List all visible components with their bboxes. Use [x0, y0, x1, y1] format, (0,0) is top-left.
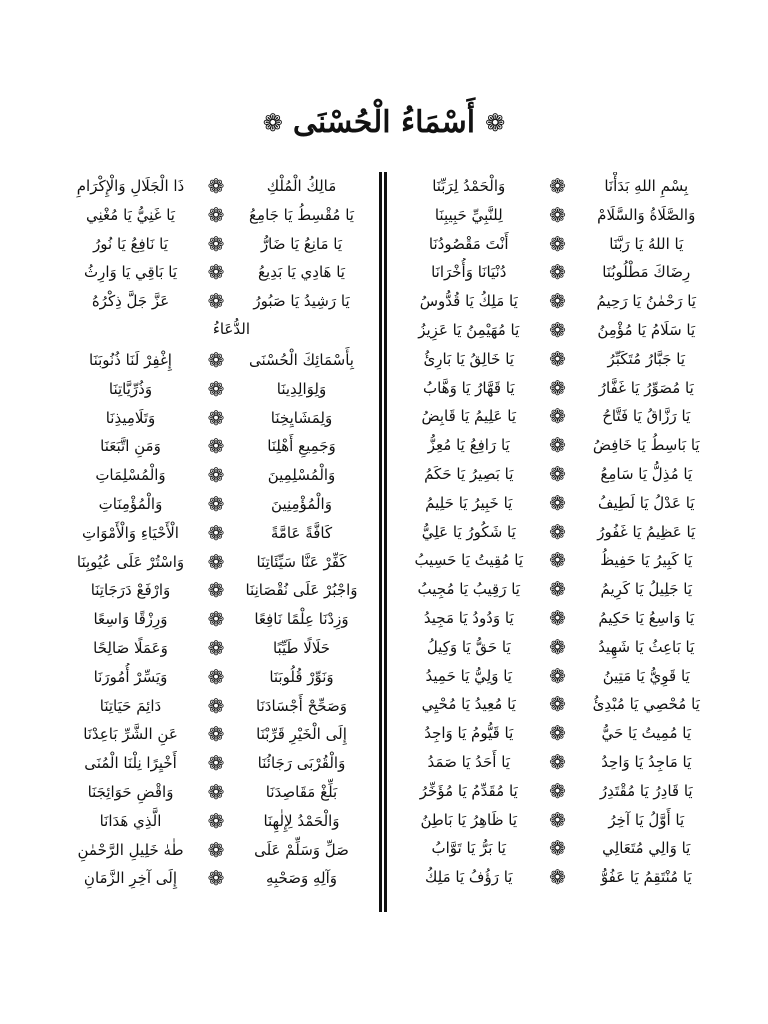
- verse-second-half: يَا مُعِيدُ يَا مُحْيِي: [421, 695, 516, 714]
- verse-first-half: وَلِمَشَايِخِنَا: [270, 408, 333, 427]
- verse-row: [60, 375, 372, 403]
- title-bar: [0, 105, 768, 140]
- verse-first-half: يَا مُصَوِّرُ يَا غَفَّارُ: [598, 378, 694, 397]
- verse-row: [60, 836, 372, 864]
- flower-ornament-icon: ❁: [262, 109, 283, 137]
- flower-separator-icon: ❁: [207, 492, 225, 516]
- verse-second-half: دَائِمَ حَيَاتِنَا: [99, 696, 162, 715]
- verse-second-half: يَا غَنِيُّ يَا مُغْنِي: [86, 205, 175, 224]
- verse-first-half: يَا قَوِيُّ يَا مَتِينُ: [602, 666, 690, 685]
- flower-separator-icon: ❁: [207, 751, 225, 776]
- verse-first-half: كَفِّرْ عَنَّا سَيِّئَاتِنَا: [256, 552, 347, 571]
- verse-second-half: دُنْيَانَا وَأُخْرَانَا: [431, 263, 507, 282]
- flower-separator-icon: ❁: [549, 375, 566, 400]
- verse-row: [60, 287, 372, 315]
- verse-row: [395, 604, 720, 632]
- flower-separator-icon: ❁: [207, 174, 225, 198]
- flower-separator-icon: ❁: [549, 462, 566, 486]
- verse-second-half: يَا رَافِعُ يَا مُعِزُّ: [427, 436, 510, 455]
- verse-row: [60, 548, 372, 576]
- verse-second-half: ذَا الْجَلَالِ وَالْإِكْرَامِ: [76, 177, 185, 195]
- flower-separator-icon: ❁: [207, 463, 225, 488]
- flower-separator-icon: ❁: [549, 490, 566, 515]
- verse-second-half: طٰهٰ خَلِيلِ الرَّحْمٰنِ: [77, 840, 184, 859]
- flower-separator-icon: ❁: [207, 348, 225, 372]
- flower-separator-icon: ❁: [549, 721, 566, 746]
- verse-first-half: يَا بَاسِطُ يَا خَافِضُ: [592, 436, 700, 455]
- verse-second-half: وَارْفَعْ دَرَجَاتِنَا: [90, 581, 171, 600]
- verse-row: [395, 345, 720, 373]
- verse-first-half: يَا مَاجِدُ يَا وَاحِدُ: [601, 753, 692, 771]
- verse-first-half: يَا مُقْسِطُ يَا جَامِعُ: [249, 205, 354, 224]
- verse-first-half: يَا عَظِيمُ يَا غَفُورُ: [597, 522, 696, 541]
- flower-separator-icon: ❁: [549, 634, 566, 659]
- flower-separator-icon: ❁: [207, 549, 225, 574]
- verse-row: [395, 201, 720, 229]
- verse-second-half: وَعَمَلًا صَالِحًا: [93, 639, 168, 657]
- verse-first-half: يَا عَدْلُ يَا لَطِيفُ: [598, 493, 695, 512]
- left-column: [60, 170, 372, 920]
- verse-row: [395, 460, 720, 488]
- verse-row: [395, 374, 720, 402]
- verse-first-half: يَا كَبِيرُ يَا حَفِيظُ: [600, 551, 693, 570]
- verse-first-half: وَآلِهِ وَصَحْبِهِ: [265, 869, 338, 888]
- verse-second-half: يَا وَدُودُ يَا مَجِيدُ: [423, 609, 514, 627]
- flower-separator-icon: ❁: [207, 837, 225, 862]
- verse-row: [60, 634, 372, 662]
- verse-row: [395, 230, 720, 258]
- verse-second-half: يَا مُقَدِّمُ يَا مُؤَخِّرُ: [419, 781, 518, 800]
- flower-separator-icon: ❁: [549, 231, 566, 256]
- verse-second-half: يَا ظَاهِرُ يَا بَاطِنُ: [420, 810, 518, 829]
- verse-second-half: وَالْمُسْلِمَاتِ: [95, 466, 166, 485]
- flower-separator-icon: ❁: [207, 780, 225, 804]
- verse-first-half: وَزِدْنَا عِلْمًا نَافِعًا: [254, 610, 349, 629]
- verse-first-half: يَا جَلِيلُ يَا كَرِيمُ: [600, 580, 692, 599]
- verse-row: [60, 778, 372, 806]
- verse-row: [60, 605, 372, 633]
- verse-row: [395, 402, 720, 430]
- flower-separator-icon: ❁: [549, 174, 566, 198]
- verse-second-half: يَا مُهَيْمِنُ يَا عَزِيزُ: [418, 321, 520, 339]
- verse-row: [60, 720, 372, 748]
- verse-row: [395, 633, 720, 661]
- verse-second-half: يَا أَحَدُ يَا صَمَدُ: [427, 753, 510, 771]
- verse-second-half: الَّذِي هَدَانَا: [99, 811, 162, 830]
- verse-second-half: يَا عَلِيمُ يَا قَابِضُ: [421, 407, 516, 426]
- verse-first-half: وَجَمِيعِ أَهْلِنَا: [267, 437, 336, 456]
- verse-row: [395, 863, 720, 891]
- verse-row: [60, 230, 372, 258]
- verse-second-half: إِلَى آخِرِ الزَّمَانِ: [83, 869, 178, 888]
- verse-row: [395, 777, 720, 805]
- verse-second-half: يَا حَقُّ يَا وَكِيلُ: [426, 637, 511, 656]
- verse-row: [60, 201, 372, 229]
- verse-first-half: مَالِكُ الْمُلْكِ: [266, 177, 337, 195]
- verse-second-half: يَا مَلِكُ يَا قُدُّوسُ: [419, 292, 518, 311]
- verse-first-half: يَا هَادِي يَا بَدِيعُ: [258, 263, 345, 282]
- verse-second-half: أَخْيِرًا نِلْنَا الْمُنَى: [84, 754, 177, 773]
- verse-first-half: وَالْمُؤْمِنِينَ: [271, 495, 332, 513]
- verse-second-half: وَيَسِّرْ أُمُورَنَا: [93, 667, 168, 686]
- verse-second-half: يَا خَبِيرُ يَا حَلِيمُ: [425, 493, 513, 512]
- verse-first-half: يَا مُمِيتُ يَا حَيُّ: [601, 724, 692, 743]
- verse-second-half: وَذُرِّيَّاتِنَا: [108, 379, 153, 398]
- verse-second-half: وَرِزْقًا وَاسِعًا: [93, 610, 168, 629]
- verse-row: [60, 663, 372, 691]
- verse-first-half: بِأَسْمَائِكَ الْحُسْنَى: [249, 351, 354, 369]
- verse-first-half: يَا قَادِرُ يَا مُقْتَدِرُ: [599, 781, 693, 800]
- verse-row: [395, 316, 720, 344]
- verse-second-half: وَاسْتُرْ عَلَى عُيُوبِنَا: [76, 552, 185, 571]
- verse-second-half: يَا نَافِعُ يَا نُورُ: [93, 234, 168, 253]
- dua-heading: الدُّعَاءُ: [212, 320, 250, 338]
- flower-separator-icon: ❁: [549, 663, 566, 688]
- verse-row: [60, 490, 372, 518]
- verse-second-half: وَالْحَمْدُ لِرَبِّنَا: [432, 177, 506, 195]
- verse-second-half: يَا رَؤُفُ يَا مَلِكُ: [425, 868, 513, 887]
- verse-row: [60, 172, 372, 200]
- flower-separator-icon: ❁: [549, 433, 566, 458]
- verse-first-half: إِلَى الْخَيْرِ قَرِّبْنَا: [256, 725, 347, 744]
- verse-second-half: وَمَنِ اتَّبَعَنَا: [100, 437, 161, 456]
- verse-first-half: وَالْقُرْبَى رَجَائُنَا: [257, 754, 346, 773]
- verse-first-half: يَا مُذِلُّ يَا سَامِعُ: [600, 465, 693, 483]
- verse-first-half: يَا مَانِعُ يَا ضَارُّ: [260, 234, 343, 253]
- column-divider: [379, 172, 387, 912]
- verse-first-half: وَالْمُسْلِمِينَ: [267, 466, 336, 485]
- verse-second-half: يَا خَالِقُ يَا بَارِئُ: [423, 349, 514, 368]
- verse-second-half: يَا وَلِيُّ يَا حَمِيدُ: [425, 666, 512, 685]
- verse-second-half: أَنْتَ مَقْصُودُنَا: [428, 234, 509, 253]
- verse-second-half: يَا مُقِيتُ يَا حَسِيبُ: [414, 551, 524, 570]
- verse-first-half: وَلِوَالِدِينَا: [276, 379, 327, 398]
- flower-separator-icon: ❁: [207, 260, 225, 285]
- flower-separator-icon: ❁: [207, 578, 225, 603]
- verse-first-half: وَصَحِّحْ أَجْسَادَنَا: [256, 696, 347, 715]
- right-column: [395, 170, 720, 920]
- verse-row: [395, 575, 720, 603]
- flower-separator-icon: ❁: [207, 808, 225, 833]
- verse-second-half: يَا بَاقِي يَا وَارِثُ: [84, 263, 177, 282]
- verse-second-half: يَا قَيُّومُ يَا وَاجِدُ: [424, 724, 514, 743]
- flower-separator-icon: ❁: [207, 231, 225, 256]
- flower-separator-icon: ❁: [207, 405, 225, 430]
- verse-first-half: يَا رَشِيدُ يَا صَبُورُ: [253, 292, 350, 311]
- verse-second-half: الْأَحْيَاءِ وَالْأَمْوَاتِ: [82, 523, 179, 542]
- verse-row: [395, 431, 720, 459]
- verse-first-half: كَافَّةً عَامَّةً: [270, 523, 333, 542]
- verse-first-half: بِسْمِ اللهِ بَدَأْنَا: [604, 177, 689, 195]
- flower-separator-icon: ❁: [207, 636, 225, 660]
- verse-first-half: يَا مُنْتَقِمُ يَا عَفُوُّ: [600, 868, 692, 887]
- verse-row: [395, 172, 720, 200]
- verse-row: [60, 432, 372, 460]
- flower-separator-icon: ❁: [549, 692, 566, 717]
- verse-second-half: وَالْمُؤْمِنَاتِ: [98, 495, 163, 513]
- verse-row: [395, 748, 720, 776]
- verse-first-half: يَا وَالِي مُتَعَالِي: [602, 839, 691, 858]
- verse-first-half: يَا مُحْصِي يَا مُبْدِئُ: [592, 695, 700, 714]
- verse-first-half: رِضَاكَ مَطْلُوبُنَا: [602, 263, 691, 282]
- flower-separator-icon: ❁: [549, 865, 566, 890]
- verse-row: [395, 719, 720, 747]
- verse-second-half: لِلنَّبِيِّ حَبِيبِنَا: [434, 205, 503, 224]
- verse-row: [395, 834, 720, 862]
- flower-separator-icon: ❁: [549, 404, 566, 429]
- verse-first-half: وَنَوِّرْ قُلُوبَنَا: [269, 667, 334, 686]
- flower-separator-icon: ❁: [549, 202, 566, 227]
- verse-row: [395, 806, 720, 834]
- flower-separator-icon: ❁: [549, 346, 566, 371]
- flower-separator-icon: ❁: [207, 434, 225, 459]
- verse-second-half: عَنِ الشَّرِّ بَاعِدْنَا: [83, 725, 178, 744]
- verse-row: [60, 692, 372, 720]
- flower-separator-icon: ❁: [549, 750, 566, 774]
- flower-separator-icon: ❁: [549, 836, 566, 861]
- verse-second-half: يَا قَهَّارُ يَا وَهَّابُ: [422, 378, 515, 397]
- flower-separator-icon: ❁: [549, 606, 566, 630]
- flower-separator-icon: ❁: [549, 318, 566, 342]
- verse-second-half: عَزَّ جَلَّ ذِكْرُهُ: [91, 292, 170, 311]
- flower-separator-icon: ❁: [549, 778, 566, 803]
- flower-separator-icon: ❁: [207, 376, 225, 401]
- flower-separator-icon: ❁: [549, 548, 566, 573]
- verse-first-half: يَا رَزَّاقُ يَا فَتَّاحُ: [602, 407, 691, 426]
- flower-separator-icon: ❁: [549, 260, 566, 285]
- verse-first-half: يَا اللهُ يَا رَبَّنَا: [609, 234, 684, 253]
- verse-first-half: يَا وَاسِعُ يَا حَكِيمُ: [598, 609, 695, 627]
- verse-row: [60, 749, 372, 777]
- verse-row: [60, 258, 372, 286]
- verse-row: [60, 404, 372, 432]
- verse-first-half: وَاجْبُرْ عَلَى نُقْصَانِنَا: [245, 581, 358, 600]
- flower-separator-icon: ❁: [207, 289, 225, 314]
- flower-separator-icon: ❁: [549, 519, 566, 544]
- verse-second-half: إِغْفِرْ لَنَا ذُنُوبَنَا: [89, 351, 172, 369]
- verse-second-half: يَا شَكُورُ يَا عَلِيُّ: [421, 522, 516, 541]
- verse-row: [395, 546, 720, 574]
- verse-row: [395, 287, 720, 315]
- verse-first-half: وَالصَّلَاةُ وَالسَّلَامْ: [597, 205, 696, 224]
- flower-separator-icon: ❁: [207, 520, 225, 545]
- verse-row: [60, 807, 372, 835]
- verse-first-half: يَا سَلَامُ يَا مُؤْمِنُ: [597, 321, 696, 339]
- verse-first-half: صَلِّ وَسَلِّمْ عَلَى: [254, 840, 349, 859]
- verse-second-half: يَا بَرُّ يَا تَوَّابُ: [431, 839, 506, 858]
- flower-separator-icon: ❁: [549, 289, 566, 314]
- flower-separator-icon: ❁: [207, 202, 225, 227]
- page-title: أَسْمَاءُ الْحُسْنَى: [292, 105, 476, 140]
- verse-row: [395, 258, 720, 286]
- verse-second-half: وَتَلَامِيذِنَا: [105, 408, 156, 427]
- verse-second-half: يَا بَصِيرُ يَا حَكَمُ: [424, 465, 514, 483]
- verse-second-half: وَاقْضِ حَوَائِجَنَا: [87, 783, 174, 801]
- verse-first-half: يَا جَبَّارُ مُتَكَبِّرُ: [607, 349, 686, 368]
- flower-separator-icon: ❁: [207, 664, 225, 689]
- flower-separator-icon: ❁: [207, 607, 225, 632]
- verse-first-half: يَا أَوَّلُ يَا آخِرُ: [608, 810, 685, 829]
- verse-row: [60, 519, 372, 547]
- verse-row: [60, 461, 372, 489]
- verse-row: [395, 518, 720, 546]
- verse-row: [395, 489, 720, 517]
- flower-separator-icon: ❁: [207, 693, 225, 718]
- verse-first-half: يَا رَحْمٰنُ يَا رَحِيمُ: [596, 292, 696, 311]
- verse-row: [60, 346, 372, 374]
- verse-row: [60, 864, 372, 892]
- verse-first-half: وَالْحَمْدُ لِإِلٰهِنَا: [263, 811, 340, 830]
- verse-row: [395, 690, 720, 718]
- verse-first-half: بَلِّغْ مَقَاصِدَنَا: [265, 783, 338, 801]
- flower-separator-icon: ❁: [207, 866, 225, 891]
- flower-separator-icon: ❁: [549, 807, 566, 832]
- verse-row: [395, 662, 720, 690]
- verse-row: [60, 576, 372, 604]
- verse-second-half: يَا رَقِيبُ يَا مُجِيبُ: [417, 580, 520, 599]
- verse-first-half: يَا بَاعِثُ يَا شَهِيدُ: [598, 637, 695, 656]
- flower-ornament-icon: ❁: [485, 109, 506, 137]
- flower-separator-icon: ❁: [549, 577, 566, 602]
- verse-first-half: حَلَالًا طَيِّبًا: [272, 639, 331, 657]
- flower-separator-icon: ❁: [207, 722, 225, 747]
